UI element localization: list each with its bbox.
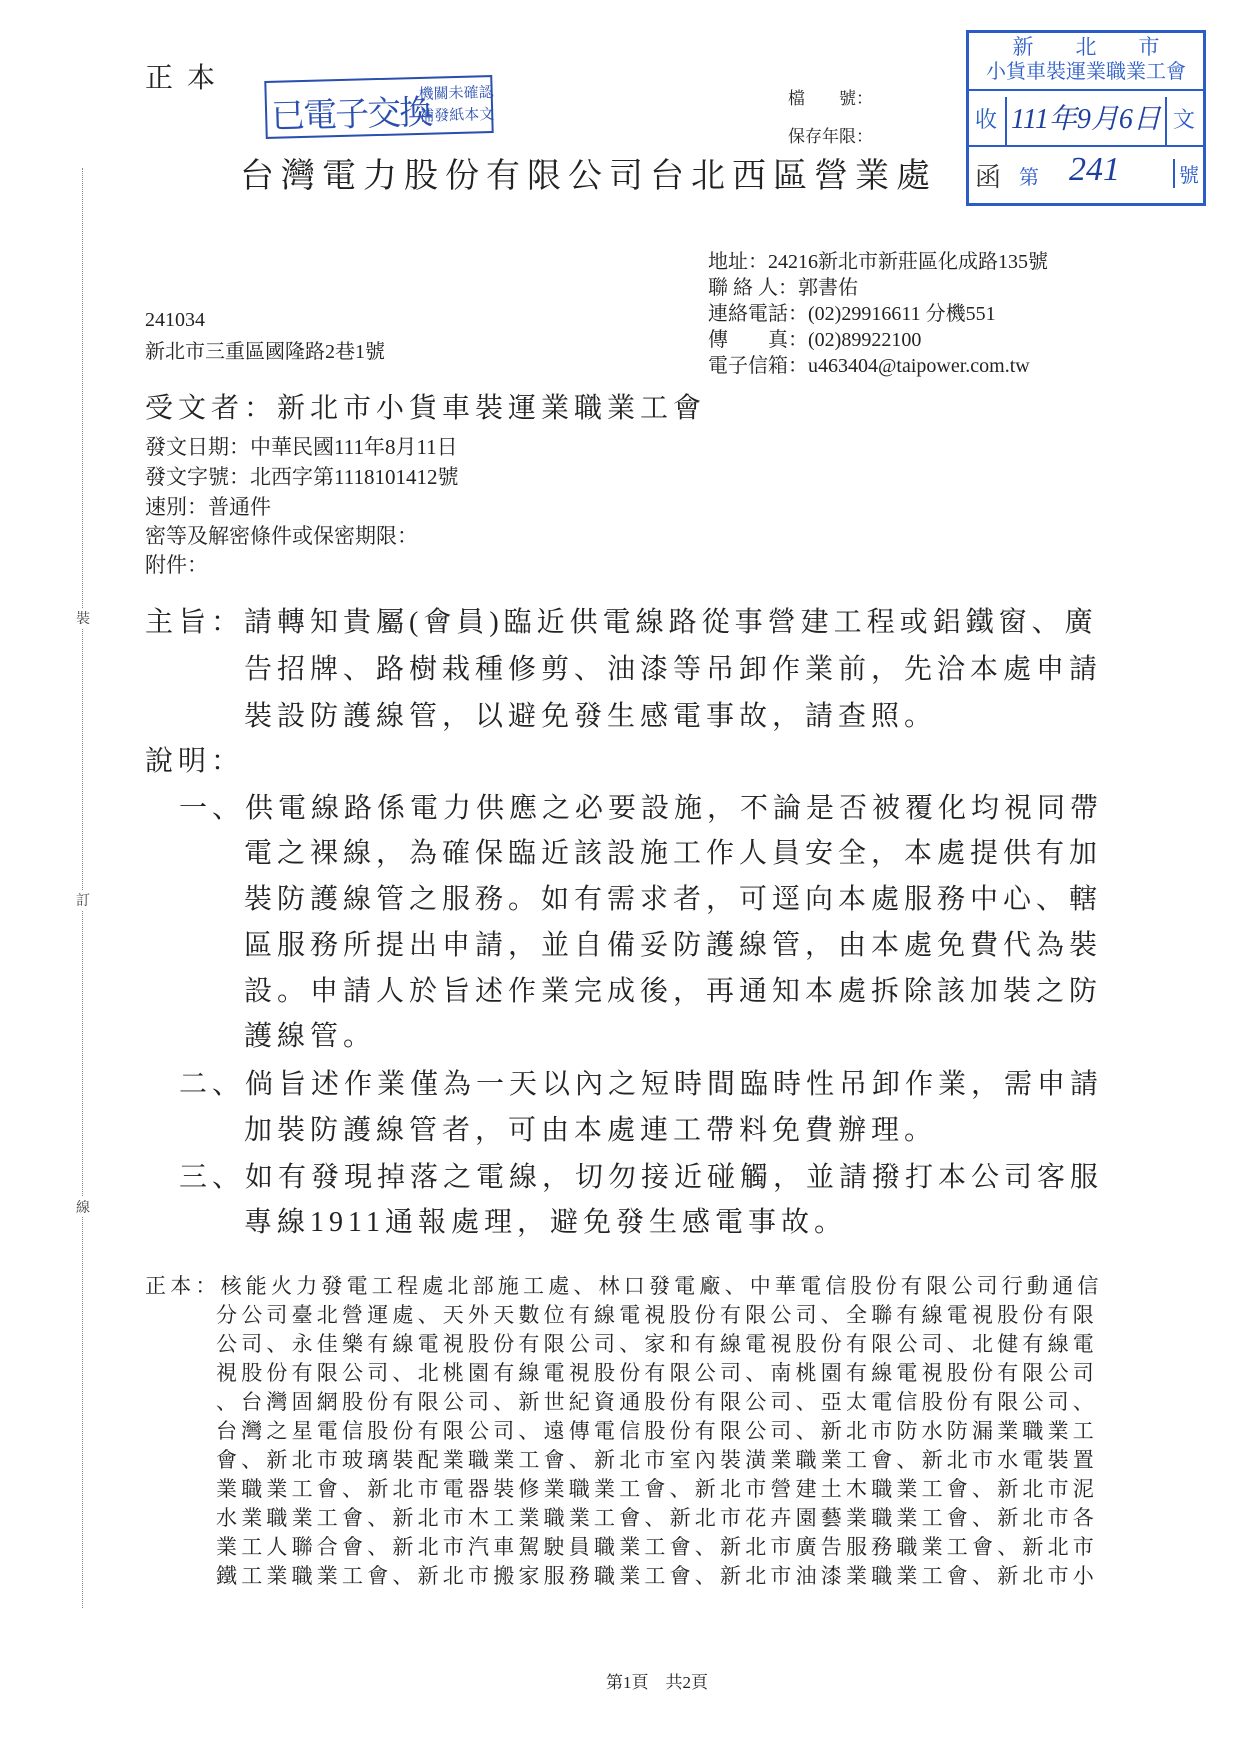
cc-line: 水業職業工會、新北市木工業職業工會、新北市花卉園藝業職業工會、新北市各 — [216, 1506, 1098, 1530]
cc-line: 公司、永佳樂有線電視股份有限公司、家和有線電視股份有限公司、北健有線電 — [216, 1332, 1098, 1356]
item-line: 二、倘旨述作業僅為一天以內之短時間臨時性吊卸作業，需申請 — [179, 1069, 1104, 1100]
security-level: 密等及解密條件或保密期限： — [145, 524, 418, 548]
issue-date: 發文日期：中華民國111年8月11日 — [145, 435, 458, 459]
contact-phone: 連絡電話：(02)29916611 分機551 — [708, 303, 996, 325]
stamp-hao: 號 — [1173, 159, 1199, 188]
contact-fax: 傳 真：(02)89922100 — [708, 329, 922, 351]
explanation-label: 說明： — [145, 746, 245, 777]
cc-line: 、台灣固網股份有限公司、新世紀資通股份有限公司、亞太電信股份有限公司、 — [216, 1390, 1098, 1414]
stamp-date: 111年9月6日 — [1005, 97, 1167, 145]
stamp-number: 241 — [1069, 151, 1120, 188]
cc-line: 業職業工會、新北市電器裝修業職業工會、新北市營建土木職業工會、新北市泥 — [216, 1477, 1098, 1501]
issuer-title: 台灣電力股份有限公司台北西區營業處 — [240, 158, 937, 195]
recipient-zip: 241034 — [145, 309, 205, 331]
binding-mark: 線 — [76, 1197, 90, 1217]
binding-mark: 裝 — [76, 608, 90, 628]
cc-line: 正本：核能火力發電工程處北部施工處、林口發電廠、中華電信股份有限公司行動通信 — [145, 1274, 1103, 1298]
cc-line: 會、新北市玻璃裝配業職業工會、新北市室內裝潢業職業工會、新北市水電裝置 — [216, 1448, 1098, 1472]
cc-line: 台灣之星電信股份有限公司、遠傳電信股份有限公司、新北市防水防漏業職業工 — [216, 1419, 1098, 1443]
item-line: 設。申請人於旨述作業完成後，再通知本處拆除該加裝之防 — [244, 976, 1103, 1007]
item-line: 區服務所提出申請，並自備妥防護線管，由本處免費代為裝 — [244, 930, 1103, 961]
copy-type: 正本 — [145, 63, 230, 94]
stamp-wen: 文 — [1173, 107, 1196, 132]
file-number-label: 檔 號： — [788, 89, 873, 108]
stamp-main: 已電子交換 — [270, 94, 432, 136]
cc-line: 鐵工業職業工會、新北市搬家服務職業工會、新北市油漆業職業工會、新北市小 — [216, 1564, 1098, 1588]
stamp-line1: 新 北 市 — [1012, 35, 1160, 59]
attachments: 附件： — [145, 553, 208, 577]
cc-line: 業工人聯合會、新北市汽車駕駛員職業工會、新北市廣告服務職業工會、新北市 — [216, 1535, 1098, 1559]
subject-line: 主旨：請轉知貴屬(會員)臨近供電線路從事營建工程或鋁鐵窗、廣 — [145, 607, 1098, 638]
cc-line: 視股份有限公司、北桃園有線電視股份有限公司、南桃園有線電視股份有限公司 — [216, 1361, 1098, 1385]
item-line: 專線1911通報處理，避免發生感電事故。 — [244, 1207, 847, 1238]
retention-label: 保存年限： — [788, 127, 873, 146]
recipient: 受文者：新北市小貨車裝運業職業工會 — [145, 393, 707, 424]
stamp-di: 第 — [1019, 167, 1039, 189]
stamp-note: 機關未確認 — [418, 84, 494, 103]
item-line: 一、供電線路係電力供應之必要設施，不論是否被覆化均視同帶 — [179, 793, 1104, 824]
contact-address: 地址：24216新北市新莊區化成路135號 — [708, 251, 1048, 273]
speed-class: 速別：普通件 — [145, 495, 271, 519]
cc-line: 分公司臺北營運處、天外天數位有線電視股份有限公司、全聯有線電視股份有限 — [216, 1303, 1098, 1327]
stamp-han: 函 — [975, 163, 1002, 192]
stamp-recv: 收 — [975, 107, 998, 132]
document-number: 發文字號：北西字第1118101412號 — [145, 465, 459, 489]
item-line: 加裝防護線管者，可由本處連工帶料免費辦理。 — [244, 1115, 938, 1146]
item-line: 電之裸線，為確保臨近該設施工作人員安全，本處提供有加 — [244, 838, 1103, 869]
subject-line: 裝設防護線管，以避免發生感電事故，請查照。 — [244, 701, 938, 732]
item-line: 護線管。 — [244, 1021, 377, 1052]
item-line: 三、如有發現掉落之電線，切勿接近碰觸，並請撥打本公司客服 — [179, 1162, 1104, 1193]
binding-mark: 訂 — [76, 890, 90, 910]
stamp-note: 補發紙本文 — [419, 106, 495, 125]
receipt-stamp — [966, 30, 1206, 206]
recipient-address: 新北市三重區國隆路2巷1號 — [145, 341, 385, 363]
page-footer: 第1頁 共2頁 — [606, 1673, 708, 1692]
binding-margin-line — [82, 168, 83, 1608]
contact-email: 電子信箱：u463404@taipower.com.tw — [708, 355, 1030, 377]
stamp-line2: 小貨車裝運業職業工會 — [986, 61, 1186, 83]
subject-line: 告招牌、路樹栽種修剪、油漆等吊卸作業前，先洽本處申請 — [244, 654, 1103, 685]
electronic-exchange-stamp — [264, 75, 493, 139]
contact-person: 聯 絡 人：郭書佑 — [708, 277, 858, 299]
item-line: 裝防護線管之服務。如有需求者，可逕向本處服務中心、轄 — [244, 884, 1103, 915]
